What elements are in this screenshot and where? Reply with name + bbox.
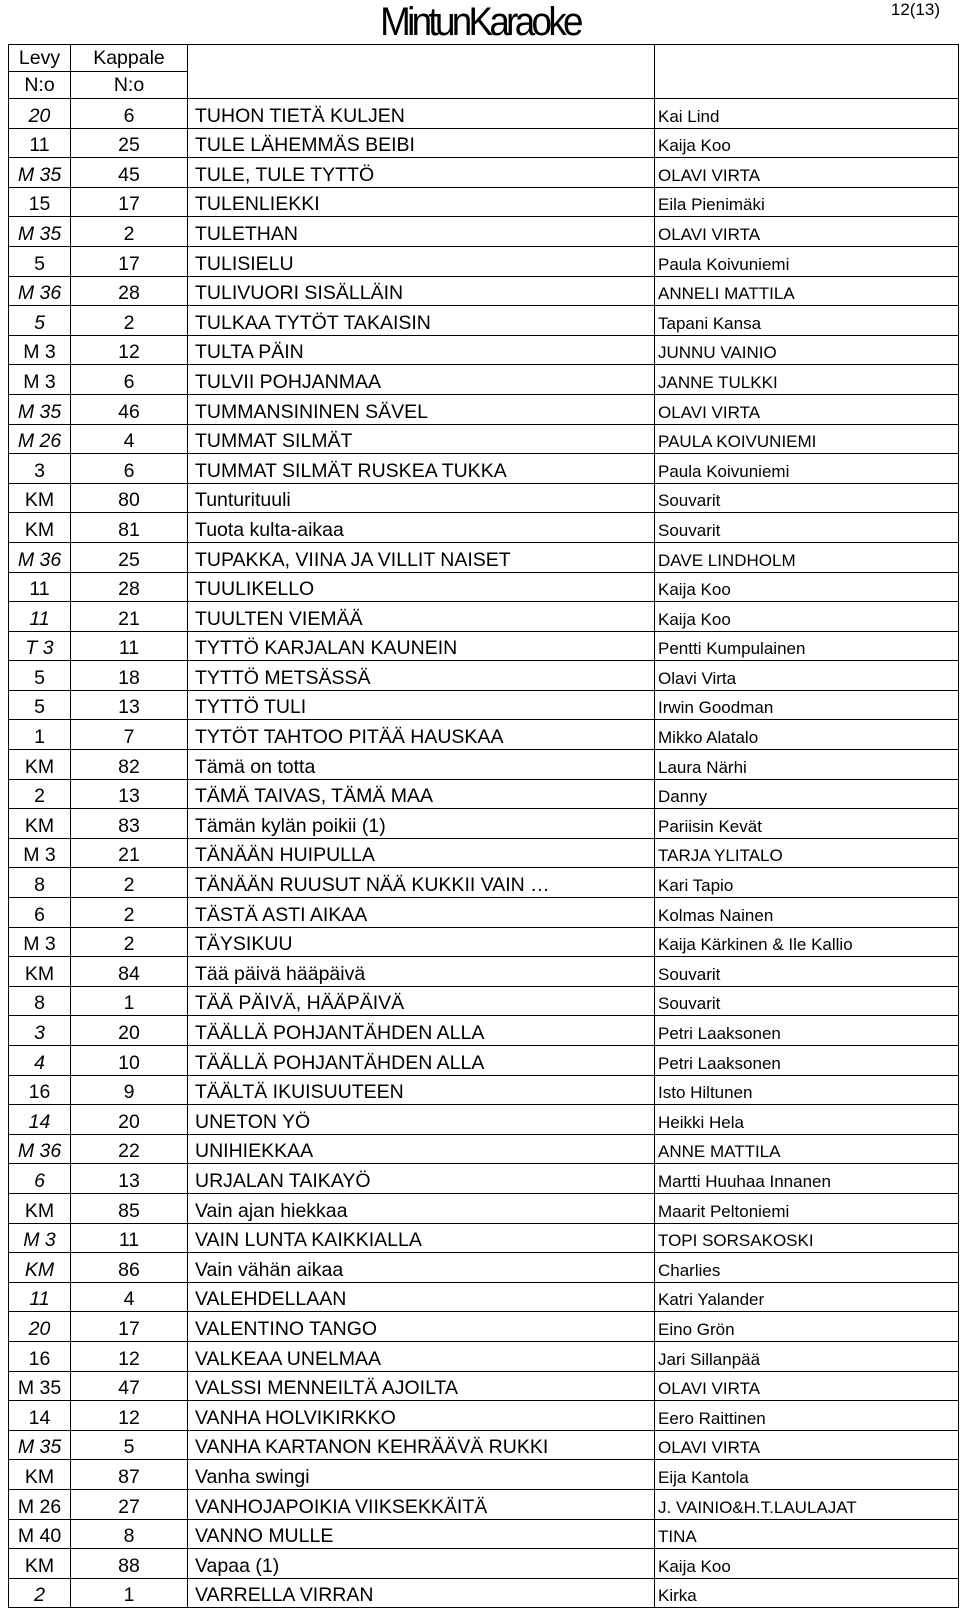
disc-number-cell: M 36	[9, 542, 71, 572]
song-title-cell: VALSSI MENNEILTÄ AJOILTA	[188, 1371, 655, 1401]
artist-cell: Irwin Goodman	[655, 690, 959, 720]
track-number-cell: 20	[71, 1105, 188, 1135]
disc-number-cell: M 35	[9, 394, 71, 424]
table-row	[9, 1489, 959, 1519]
song-title-cell: TUMMAT SILMÄT RUSKEA TUKKA	[188, 454, 655, 484]
artist-cell: Eero Raittinen	[655, 1401, 959, 1431]
song-title-cell: TULTA PÄIN	[188, 335, 655, 365]
disc-number-cell: M 35	[9, 217, 71, 247]
table-row	[9, 1193, 959, 1223]
table-row	[9, 809, 959, 839]
disc-number-cell: 11	[9, 602, 71, 632]
song-title-cell: TYTTÖ TULI	[188, 690, 655, 720]
track-number-cell: 9	[71, 1075, 188, 1105]
artist-cell: Kolmas Nainen	[655, 898, 959, 928]
disc-number-cell: M 35	[9, 1371, 71, 1401]
song-title-cell: TULKAA TYTÖT TAKAISIN	[188, 306, 655, 336]
disc-number-cell: M 3	[9, 365, 71, 395]
table-row	[9, 1430, 959, 1460]
table-row	[9, 868, 959, 898]
disc-number-cell: KM	[9, 750, 71, 780]
song-title-cell: TÄSTÄ ASTI AIKAA	[188, 898, 655, 928]
page-number: 12(13)	[890, 0, 940, 19]
song-title-cell: Vain ajan hiekkaa	[188, 1193, 655, 1223]
disc-number-cell: 14	[9, 1105, 71, 1135]
table-row	[9, 542, 959, 572]
artist-cell: Isto Hiltunen	[655, 1075, 959, 1105]
track-number-cell: 20	[71, 1016, 188, 1046]
artist-cell: Paula Koivuniemi	[655, 246, 959, 276]
table-row	[9, 394, 959, 424]
disc-number-cell: M 35	[9, 1430, 71, 1460]
track-number-cell: 7	[71, 720, 188, 750]
artist-cell: Heikki Hela	[655, 1105, 959, 1135]
track-number-cell: 12	[71, 1401, 188, 1431]
artist-cell: Laura Närhi	[655, 750, 959, 780]
artist-cell: TARJA YLITALO	[655, 838, 959, 868]
table-row	[9, 750, 959, 780]
disc-number-cell: KM	[9, 513, 71, 543]
song-title-cell: VAIN LUNTA KAIKKIALLA	[188, 1223, 655, 1253]
track-number-cell: 6	[71, 365, 188, 395]
artist-cell: Maarit Peltoniemi	[655, 1193, 959, 1223]
track-number-cell: 11	[71, 1223, 188, 1253]
disc-number-cell: 5	[9, 246, 71, 276]
column-header-kappale-no: N:o	[71, 72, 188, 99]
track-number-cell: 80	[71, 483, 188, 513]
track-number-cell: 17	[71, 246, 188, 276]
song-title-cell: TÄÄ PÄIVÄ, HÄÄPÄIVÄ	[188, 986, 655, 1016]
column-header-levy: Levy	[9, 45, 71, 72]
artist-cell: Souvarit	[655, 483, 959, 513]
artist-cell: JUNNU VAINIO	[655, 335, 959, 365]
disc-number-cell: M 40	[9, 1519, 71, 1549]
artist-cell: OLAVI VIRTA	[655, 217, 959, 247]
artist-cell: Eija Kantola	[655, 1460, 959, 1490]
artist-cell: J. VAINIO&H.T.LAULAJAT	[655, 1489, 959, 1519]
song-title-cell: TULE LÄHEMMÄS BEIBI	[188, 128, 655, 158]
track-number-cell: 28	[71, 276, 188, 306]
disc-number-cell: 8	[9, 868, 71, 898]
track-number-cell: 13	[71, 1164, 188, 1194]
song-title-cell: VARRELLA VIRRAN	[188, 1578, 655, 1608]
table-row	[9, 690, 959, 720]
song-title-cell: UNIHIEKKAA	[188, 1134, 655, 1164]
track-number-cell: 2	[71, 927, 188, 957]
table-row	[9, 1223, 959, 1253]
artist-cell: Souvarit	[655, 986, 959, 1016]
disc-number-cell: KM	[9, 1193, 71, 1223]
song-title-cell: TULVII POHJANMAA	[188, 365, 655, 395]
table-row	[9, 187, 959, 217]
track-number-cell: 13	[71, 690, 188, 720]
disc-number-cell: 6	[9, 898, 71, 928]
disc-number-cell: 11	[9, 1282, 71, 1312]
disc-number-cell: M 35	[9, 158, 71, 188]
table-row	[9, 1578, 959, 1608]
table-row	[9, 631, 959, 661]
disc-number-cell: 1	[9, 720, 71, 750]
artist-cell: OLAVI VIRTA	[655, 158, 959, 188]
song-title-cell: TÄNÄÄN HUIPULLA	[188, 838, 655, 868]
track-number-cell: 22	[71, 1134, 188, 1164]
table-row	[9, 986, 959, 1016]
track-number-cell: 85	[71, 1193, 188, 1223]
track-number-cell: 2	[71, 898, 188, 928]
song-title-cell: TÄÄLLÄ POHJANTÄHDEN ALLA	[188, 1046, 655, 1076]
song-title-cell: VALEHDELLAAN	[188, 1282, 655, 1312]
table-row	[9, 572, 959, 602]
artist-cell: Kirka	[655, 1578, 959, 1608]
track-number-cell: 2	[71, 306, 188, 336]
disc-number-cell: M 26	[9, 1489, 71, 1519]
table-row	[9, 898, 959, 928]
song-title-cell: VANHOJAPOIKIA VIIKSEKKÄITÄ	[188, 1489, 655, 1519]
table-row	[9, 335, 959, 365]
track-number-cell: 17	[71, 187, 188, 217]
artist-cell: Kaija Koo	[655, 128, 959, 158]
song-title-cell: TUMMAT SILMÄT	[188, 424, 655, 454]
artist-cell: Mikko Alatalo	[655, 720, 959, 750]
artist-cell: Kai Lind	[655, 99, 959, 129]
song-title-cell: TÄÄLLÄ POHJANTÄHDEN ALLA	[188, 1016, 655, 1046]
disc-number-cell: 2	[9, 1578, 71, 1608]
table-row	[9, 1519, 959, 1549]
artist-cell: PAULA KOIVUNIEMI	[655, 424, 959, 454]
disc-number-cell: 15	[9, 187, 71, 217]
artist-cell: OLAVI VIRTA	[655, 394, 959, 424]
song-title-cell: TUULTEN VIEMÄÄ	[188, 602, 655, 632]
disc-number-cell: 14	[9, 1401, 71, 1431]
column-header-title	[188, 45, 655, 99]
artist-cell: Eila Pienimäki	[655, 187, 959, 217]
song-title-cell: TYTTÖ METSÄSSÄ	[188, 661, 655, 691]
song-title-cell: Tunturituuli	[188, 483, 655, 513]
disc-number-cell: M 26	[9, 424, 71, 454]
track-number-cell: 4	[71, 424, 188, 454]
table-row	[9, 1134, 959, 1164]
disc-number-cell: 6	[9, 1164, 71, 1194]
track-number-cell: 21	[71, 602, 188, 632]
track-number-cell: 21	[71, 838, 188, 868]
song-title-cell: Vanha swingi	[188, 1460, 655, 1490]
table-row	[9, 483, 959, 513]
song-title-cell: TÄYSIKUU	[188, 927, 655, 957]
track-number-cell: 45	[71, 158, 188, 188]
track-number-cell: 12	[71, 1341, 188, 1371]
artist-cell: Paula Koivuniemi	[655, 454, 959, 484]
song-title-cell: Tämä on totta	[188, 750, 655, 780]
song-title-cell: Vapaa (1)	[188, 1549, 655, 1579]
artist-cell: Danny	[655, 779, 959, 809]
song-title-cell: TUMMANSININEN SÄVEL	[188, 394, 655, 424]
track-number-cell: 27	[71, 1489, 188, 1519]
song-title-cell: TUPAKKA, VIINA JA VILLIT NAISET	[188, 542, 655, 572]
track-number-cell: 2	[71, 217, 188, 247]
table-row	[9, 217, 959, 247]
disc-number-cell: KM	[9, 1253, 71, 1283]
track-number-cell: 6	[71, 99, 188, 129]
song-title-cell: UNETON YÖ	[188, 1105, 655, 1135]
disc-number-cell: 3	[9, 1016, 71, 1046]
song-title-cell: VALENTINO TANGO	[188, 1312, 655, 1342]
artist-cell: TOPI SORSAKOSKI	[655, 1223, 959, 1253]
track-number-cell: 87	[71, 1460, 188, 1490]
table-row	[9, 661, 959, 691]
table-row	[9, 306, 959, 336]
table-row	[9, 779, 959, 809]
table-row	[9, 602, 959, 632]
disc-number-cell: 11	[9, 128, 71, 158]
table-row	[9, 1460, 959, 1490]
track-number-cell: 86	[71, 1253, 188, 1283]
disc-number-cell: 16	[9, 1341, 71, 1371]
track-number-cell: 82	[71, 750, 188, 780]
disc-number-cell: KM	[9, 483, 71, 513]
table-row	[9, 1549, 959, 1579]
artist-cell: DAVE LINDHOLM	[655, 542, 959, 572]
artist-cell: Kaija Koo	[655, 572, 959, 602]
table-row	[9, 1164, 959, 1194]
disc-number-cell: M 36	[9, 276, 71, 306]
song-title-cell: TUULIKELLO	[188, 572, 655, 602]
song-table	[8, 44, 959, 1608]
song-title-cell: Tämän kylän poikii (1)	[188, 809, 655, 839]
artist-cell: Petri Laaksonen	[655, 1016, 959, 1046]
track-number-cell: 83	[71, 809, 188, 839]
table-row	[9, 513, 959, 543]
table-row	[9, 1371, 959, 1401]
table-row	[9, 1046, 959, 1076]
disc-number-cell: 11	[9, 572, 71, 602]
artist-cell: Kaija Koo	[655, 1549, 959, 1579]
artist-cell: Katri Yalander	[655, 1282, 959, 1312]
song-title-cell: TÄÄLTÄ IKUISUUTEEN	[188, 1075, 655, 1105]
disc-number-cell: 5	[9, 690, 71, 720]
song-title-cell: TULIVUORI SISÄLLÄIN	[188, 276, 655, 306]
column-header-kappale: Kappale	[71, 45, 188, 72]
column-header-levy-no: N:o	[9, 72, 71, 99]
artist-cell: Souvarit	[655, 513, 959, 543]
track-number-cell: 11	[71, 631, 188, 661]
disc-number-cell: 5	[9, 661, 71, 691]
disc-number-cell: 4	[9, 1046, 71, 1076]
artist-cell: Pentti Kumpulainen	[655, 631, 959, 661]
artist-cell: Kaija Koo	[655, 602, 959, 632]
table-row	[9, 957, 959, 987]
song-title-cell: VALKEAA UNELMAA	[188, 1341, 655, 1371]
song-title-cell: TULISIELU	[188, 246, 655, 276]
table-row	[9, 246, 959, 276]
track-number-cell: 47	[71, 1371, 188, 1401]
track-number-cell: 25	[71, 128, 188, 158]
song-title-cell: VANHA HOLVIKIRKKO	[188, 1401, 655, 1431]
table-row	[9, 454, 959, 484]
disc-number-cell: M 3	[9, 335, 71, 365]
table-row	[9, 720, 959, 750]
song-title-cell: VANNO MULLE	[188, 1519, 655, 1549]
artist-cell: Tapani Kansa	[655, 306, 959, 336]
artist-cell: Souvarit	[655, 957, 959, 987]
artist-cell: JANNE TULKKI	[655, 365, 959, 395]
disc-number-cell: 20	[9, 99, 71, 129]
disc-number-cell: KM	[9, 1549, 71, 1579]
artist-cell: OLAVI VIRTA	[655, 1430, 959, 1460]
disc-number-cell: 3	[9, 454, 71, 484]
track-number-cell: 12	[71, 335, 188, 365]
table-row	[9, 365, 959, 395]
artist-cell: Petri Laaksonen	[655, 1046, 959, 1076]
song-title-cell: TÄNÄÄN RUUSUT NÄÄ KUKKII VAIN …	[188, 868, 655, 898]
table-header	[9, 45, 959, 99]
track-number-cell: 8	[71, 1519, 188, 1549]
disc-number-cell: 5	[9, 306, 71, 336]
table-body	[9, 99, 959, 1608]
song-title-cell: Vain vähän aikaa	[188, 1253, 655, 1283]
track-number-cell: 1	[71, 986, 188, 1016]
artist-cell: Eino Grön	[655, 1312, 959, 1342]
column-header-artist	[655, 45, 959, 99]
artist-cell: Olavi Virta	[655, 661, 959, 691]
disc-number-cell: 2	[9, 779, 71, 809]
song-title-cell: TÄMÄ TAIVAS, TÄMÄ MAA	[188, 779, 655, 809]
track-number-cell: 1	[71, 1578, 188, 1608]
artist-cell: Pariisin Kevät	[655, 809, 959, 839]
artist-cell: TINA	[655, 1519, 959, 1549]
artist-cell: OLAVI VIRTA	[655, 1371, 959, 1401]
table-row	[9, 128, 959, 158]
track-number-cell: 28	[71, 572, 188, 602]
table-row	[9, 1075, 959, 1105]
disc-number-cell: M 3	[9, 838, 71, 868]
table-row	[9, 1341, 959, 1371]
table-row	[9, 1016, 959, 1046]
table-row	[9, 1312, 959, 1342]
artist-cell: Martti Huuhaa Innanen	[655, 1164, 959, 1194]
track-number-cell: 25	[71, 542, 188, 572]
table-row	[9, 1282, 959, 1312]
disc-number-cell: 16	[9, 1075, 71, 1105]
song-title-cell: TYTÖT TAHTOO PITÄÄ HAUSKAA	[188, 720, 655, 750]
track-number-cell: 17	[71, 1312, 188, 1342]
song-title-cell: Tää päivä hääpäivä	[188, 957, 655, 987]
artist-cell: Kari Tapio	[655, 868, 959, 898]
disc-number-cell: KM	[9, 809, 71, 839]
table-row	[9, 158, 959, 188]
song-title-cell: TULE, TULE TYTTÖ	[188, 158, 655, 188]
table-row	[9, 424, 959, 454]
song-title-cell: TUHON TIETÄ KULJEN	[188, 99, 655, 129]
disc-number-cell: M 3	[9, 927, 71, 957]
disc-number-cell: T 3	[9, 631, 71, 661]
artist-cell: ANNELI MATTILA	[655, 276, 959, 306]
disc-number-cell: 20	[9, 1312, 71, 1342]
table-row	[9, 1105, 959, 1135]
disc-number-cell: M 3	[9, 1223, 71, 1253]
song-title-cell: URJALAN TAIKAYÖ	[188, 1164, 655, 1194]
track-number-cell: 10	[71, 1046, 188, 1076]
song-title-cell: TULETHAN	[188, 217, 655, 247]
track-number-cell: 2	[71, 868, 188, 898]
track-number-cell: 4	[71, 1282, 188, 1312]
table-row	[9, 927, 959, 957]
table-row	[9, 276, 959, 306]
artist-cell: Charlies	[655, 1253, 959, 1283]
track-number-cell: 5	[71, 1430, 188, 1460]
disc-number-cell: KM	[9, 1460, 71, 1490]
song-title-cell: TYTTÖ KARJALAN KAUNEIN	[188, 631, 655, 661]
track-number-cell: 88	[71, 1549, 188, 1579]
artist-cell: Kaija Kärkinen & Ile Kallio	[655, 927, 959, 957]
table-row	[9, 99, 959, 129]
artist-cell: ANNE MATTILA	[655, 1134, 959, 1164]
track-number-cell: 18	[71, 661, 188, 691]
song-title-cell: Tuota kulta-aikaa	[188, 513, 655, 543]
track-number-cell: 6	[71, 454, 188, 484]
table-row	[9, 1253, 959, 1283]
track-number-cell: 13	[71, 779, 188, 809]
disc-number-cell: 8	[9, 986, 71, 1016]
disc-number-cell: M 36	[9, 1134, 71, 1164]
track-number-cell: 84	[71, 957, 188, 987]
table-row	[9, 1401, 959, 1431]
song-title-cell: TULENLIEKKI	[188, 187, 655, 217]
disc-number-cell: KM	[9, 957, 71, 987]
track-number-cell: 46	[71, 394, 188, 424]
page-title: MintunKaraoke	[380, 0, 580, 44]
song-title-cell: VANHA KARTANON KEHRÄÄVÄ RUKKI	[188, 1430, 655, 1460]
track-number-cell: 81	[71, 513, 188, 543]
artist-cell: Jari Sillanpää	[655, 1341, 959, 1371]
table-row	[9, 838, 959, 868]
